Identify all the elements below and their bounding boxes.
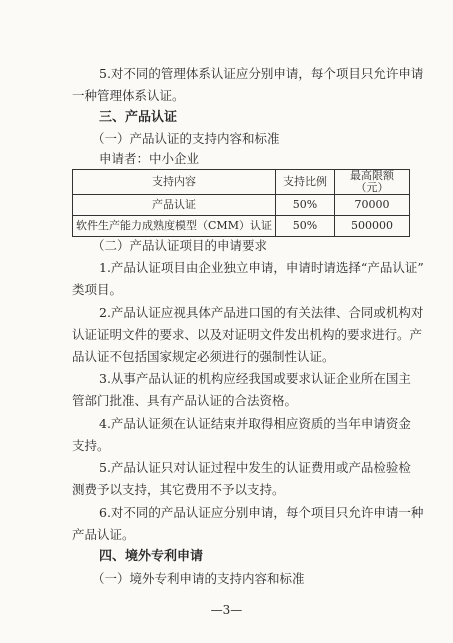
table-header-cell: 支持内容 [73,170,276,195]
table-cell: 50% [276,195,335,216]
table-header-row [73,170,410,195]
applicant-label: 申请者：中小企业 [99,151,200,166]
paragraph-line: 1.产品认证项目由企业独立申请，申请时请选择“产品认证” [99,260,424,275]
support-table [72,169,410,237]
table-row [73,195,410,216]
paragraph-line: 类项目。 [72,282,123,297]
paragraph-line: 品认证不包括国家规定必须进行的强制性认证。 [72,349,335,364]
page-number: —3— [210,603,243,617]
paragraph-line: 测费予以支持，其它费用不予以支持。 [72,482,285,497]
paragraph-line: 一种管理体系认证。 [72,88,185,103]
paragraph-line: 5.产品认证只对认证过程中发生的认证费用或产品检验检 [99,460,411,475]
table-row [73,216,410,237]
section-heading: 四、境外专利申请 [99,549,204,564]
table-cell: 50% [276,216,335,237]
section-heading: 三、产品认证 [99,110,178,125]
table-header-cell: 最高限额（元） [335,170,410,195]
paragraph-line: 2.产品认证应视具体产品进口国的有关法律、合同或机构对 [99,305,424,320]
subsection-heading: （二）产品认证项目的申请要求 [92,238,268,253]
paragraph-line: 6.对不同的产品认证应分别申请，每个项目只允许申请一种 [99,505,424,520]
subsection-heading: （一）产品认证的支持内容和标准 [92,131,280,146]
table-header-cell: 支持比例 [276,170,335,195]
paragraph-line: 产品认证。 [72,527,135,542]
subsection-heading: （一）境外专利申请的支持内容和标准 [92,571,305,586]
paragraph-line: 3.从事产品认证的机构应经我国或要求认证企业所在国主 [99,371,411,386]
table-cell: 软件生产能力成熟度模型（CMM）认证 [73,216,276,237]
paragraph-line: 认证证明文件的要求、以及对证明文件发出机构的要求进行。产 [72,327,423,342]
paragraph-line: 5.对不同的管理体系认证应分别申请，每个项目只允许申请 [99,66,424,81]
table-cell: 产品认证 [73,195,276,216]
paragraph-line: 管部门批准、具有产品认证的合法资格。 [72,393,298,408]
paragraph-line: 4.产品认证须在认证结束并取得相应资质的当年申请资金 [99,416,411,431]
paragraph-line: 支持。 [72,438,110,453]
table-cell: 70000 [335,195,410,216]
table-cell: 500000 [335,216,410,237]
